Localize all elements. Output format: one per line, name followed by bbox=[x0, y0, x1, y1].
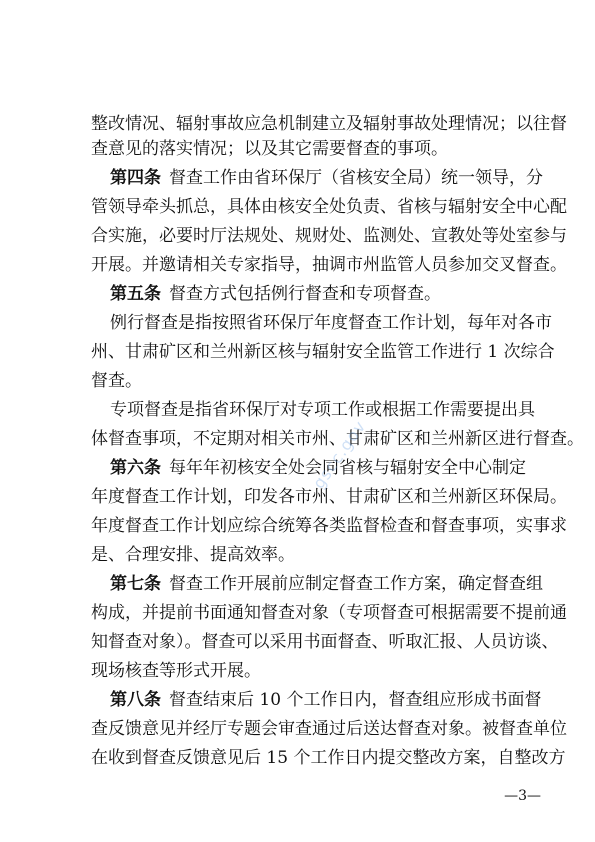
article-heading: 第五条 bbox=[110, 284, 161, 304]
text-line bbox=[91, 570, 543, 599]
text-line bbox=[91, 193, 567, 222]
line-text: 管领导牵头抓总，具体由核安全处负责、省核与辐射安全中心配 bbox=[91, 197, 567, 217]
text-line bbox=[91, 744, 566, 773]
line-text: 合实施，必要时厅法规处、规财处、监测处、宣教处等处室参与 bbox=[91, 226, 567, 246]
text-line bbox=[91, 541, 516, 570]
line-text: 查反馈意见并经厅专题会审查通过后送达督查对象。被督查单位 bbox=[91, 719, 567, 739]
line-text: 年度督查工作计划，印发各市州、甘肃矿区和兰州新区环保局。 bbox=[91, 487, 567, 507]
line-text: 是、合理安排、提高效率。 bbox=[91, 545, 295, 565]
text-line bbox=[91, 251, 567, 280]
line-text: 查意见的落实情况；以及其它需要督查的事项。 bbox=[91, 139, 448, 159]
text-line bbox=[91, 222, 567, 251]
text-line bbox=[91, 338, 555, 367]
line-text: 专项督查是指省环保厅对专项工作或根据工作需要提出具 bbox=[110, 400, 535, 420]
article-heading: 第四条 bbox=[110, 168, 161, 188]
text-line bbox=[91, 396, 535, 425]
article-heading: 第七条 bbox=[110, 574, 161, 594]
article-heading: 第八条 bbox=[110, 690, 161, 710]
line-text: 现场核查等形式开展。 bbox=[91, 661, 261, 681]
article-heading: 第六条 bbox=[110, 458, 161, 478]
text-line bbox=[91, 512, 567, 541]
watermark: gscc.gov bbox=[308, 416, 370, 493]
line-text: 知督查对象）。督查可以采用书面督查、听取汇报、人员访谈、 bbox=[91, 632, 559, 652]
text-line bbox=[91, 367, 516, 396]
line-text: 督查工作开展前应制定督查工作方案，确定督查组 bbox=[169, 574, 543, 594]
page-number: —3— bbox=[504, 788, 541, 804]
text-line bbox=[91, 628, 559, 657]
text-line bbox=[91, 483, 567, 512]
line-text: 整改情况、辐射事故应急机制建立及辐射事故处理情况；以往督 bbox=[91, 114, 567, 134]
line-text: 构成，并提前书面通知督查对象（专项督查可根据需要不提前通 bbox=[91, 603, 567, 623]
line-text: 在收到督查反馈意见后 15 个工作日内提交整改方案，自整改方 bbox=[91, 748, 566, 768]
line-text: 年度督查工作计划应综合统筹各类监督检查和督查事项，实事求 bbox=[91, 516, 567, 536]
text-line bbox=[91, 280, 516, 309]
text-line bbox=[91, 686, 542, 715]
text-line bbox=[91, 309, 552, 338]
line-text: 督查工作由省环保厅（省核安全局）统一领导，分 bbox=[169, 168, 543, 188]
line-text: 督查方式包括例行督查和专项督查。 bbox=[169, 284, 441, 304]
text-line bbox=[91, 715, 567, 744]
line-text: 例行督查是指按照省环保厅年度督查工作计划，每年对各市 bbox=[110, 313, 552, 333]
line-text: 开展。并邀请相关专家指导，抽调市州监管人员参加交叉督查。 bbox=[91, 255, 567, 275]
line-text: 州、甘肃矿区和兰州新区核与辐射安全监管工作进行 1 次综合 bbox=[91, 342, 555, 362]
line-text: 督查结束后 10 个工作日内，督查组应形成书面督 bbox=[169, 690, 542, 710]
text-line bbox=[91, 425, 584, 454]
line-text: 体督查事项，不定期对相关市州、甘肃矿区和兰州新区进行督查。 bbox=[91, 429, 584, 449]
text-line bbox=[91, 135, 516, 164]
text-line bbox=[91, 657, 516, 686]
text-line bbox=[91, 599, 567, 628]
text-line bbox=[91, 454, 526, 483]
line-text: 督查。 bbox=[91, 371, 142, 391]
line-text: 每年年初核安全处会同省核与辐射安全中心制定 bbox=[169, 458, 526, 478]
text-line bbox=[91, 164, 543, 193]
